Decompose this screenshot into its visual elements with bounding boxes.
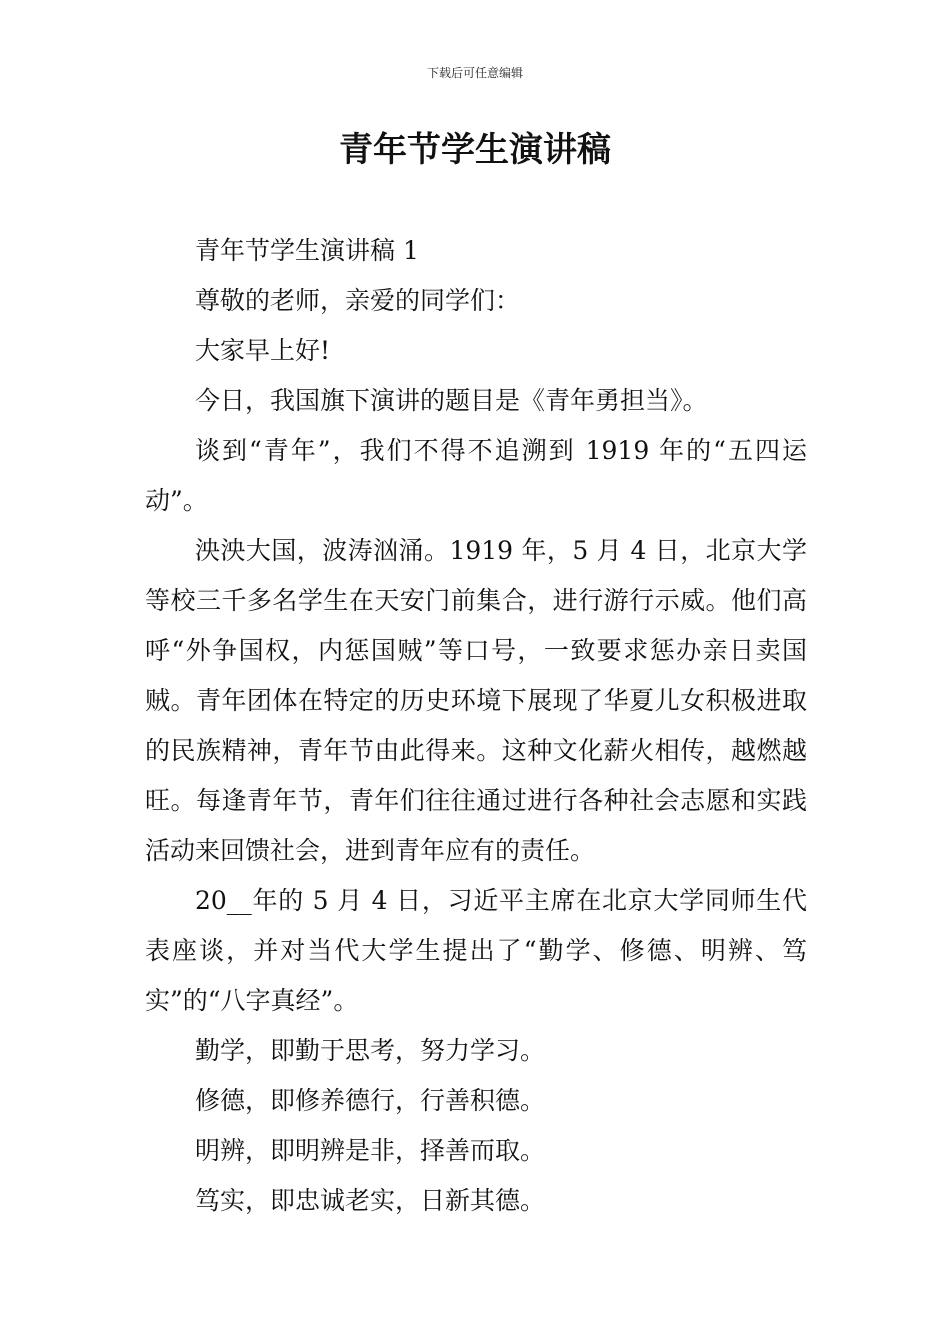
paragraph: 大家早上好! [195,336,331,365]
paragraph: 20__年的 5 月 4 日，习近平主席在北京大学同师生代表座谈，并对当代大学生提出了“勤学、修德、明辨、笃实”的“八字真经”。 [145,886,807,1015]
paragraph: 笃实，即忠诚老实，日新其德。 [195,1186,546,1215]
document-body [145,226,807,1226]
paragraph: 泱泱大国，波涛汹涌。1919 年，5 月 4 日，北京大学等校三千多名学生在天安门前集合，进行游行示威。他们高呼“外争国权，内惩国贼”等口号，一致要求惩办亲日卖国贼。青年团体在特定的历史环境下展现了华夏儿女积极进取的民族精神，青年节由此得来。这种文化薪火相传，越燃越旺。每逢青年节，青年们往往通过进行各种社会志愿和实践活动来回馈社会，进到青年应有的责任。 [145,536,807,865]
paragraph: 修德，即修养德行，行善积德。 [195,1086,546,1115]
header-note: 下载后可任意编辑 [426,66,523,80]
document-title: 青年节学生演讲稿 [339,130,611,170]
paragraph: 尊敬的老师，亲爱的同学们： [195,286,521,315]
paragraph: 今日，我国旗下演讲的题目是《青年勇担当》。 [195,386,708,415]
paragraph: 青年节学生演讲稿 1 [195,236,419,265]
paragraph: 谈到“青年”，我们不得不追溯到 1919 年的“五四运动”。 [145,436,807,515]
paragraph: 明辨，即明辨是非，择善而取。 [195,1136,546,1165]
paragraph: 勤学，即勤于思考，努力学习。 [195,1036,546,1065]
